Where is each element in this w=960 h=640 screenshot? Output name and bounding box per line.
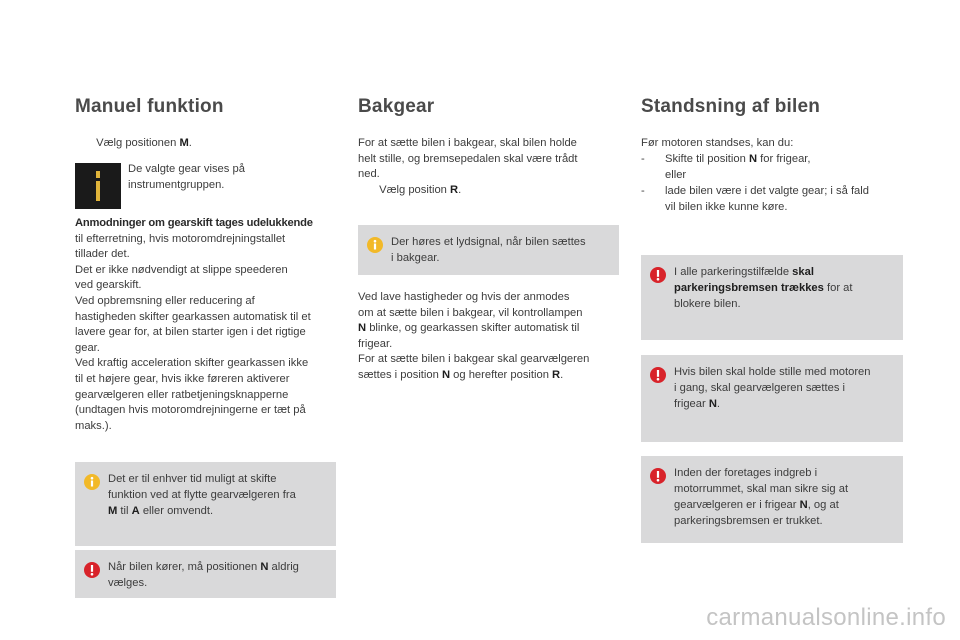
reverse-details: Ved lave hastigheder og hvis der anmodes om at sætte bilen i bakgear, vil kontrollampen N blinke, og gearkassen skifter automatisk til frigear. For at sætte bilen i bakgear skal gearvælgeren sættes i position N og herefter position R. (358, 291, 590, 381)
info-icon (84, 474, 100, 490)
warning-icon (650, 267, 666, 283)
info-box-switch-mode: Det er til enhver tid muligt at skifte funktion ved at flytte gearvælgeren fra M til A eller omvendt. (75, 462, 336, 546)
warning-icon (650, 468, 666, 484)
heading-manual-mode: Manuel funktion (75, 96, 224, 117)
step-select-m: Vælg positionen M. (96, 137, 192, 149)
watermark: carmanualsonline.info (706, 604, 946, 631)
gear-display-image (75, 163, 121, 209)
stopping-item-2: - lade bilen være i det valgte gear; i så fald vil bilen ikke kunne køre. (641, 185, 869, 213)
warning-icon (650, 367, 666, 383)
warning-box-parking-brake: I alle parkeringstilfælde skal parkeringsbremsen trækkes for at blokere bilen. (641, 255, 903, 340)
info-icon (367, 237, 383, 253)
warning-box-idle-neutral: Hvis bilen skal holde stille med motoren i gang, skal gearvælgeren sættes i frigear N. (641, 355, 903, 442)
warning-icon (84, 562, 100, 578)
gear-display-segment (96, 181, 100, 201)
stopping-intro: Før motoren standses, kan du: (641, 137, 794, 149)
heading-stopping: Standsning af bilen (641, 96, 821, 117)
gearshift-notes: Anmodninger om gearskift tages udelukkende til efterretning, hvis motoromdrejningstallet tillader det. Det er ikke nødvendigt at slippe speederen ved gearskift. Ved opbremsning eller reducering af hastigheden skifter gearkassen automatisk til et lavere gear for, at bilen starter igen i det rigtige gear. Ved kraftig acceleration skifter gearkassen ikke til et højere gear, hvis ikke føreren aktiverer gearvælgeren eller ratbetjeningsknapperne (undtagen hvis motoromdrejningerne er tæt på maks.). (75, 216, 337, 434)
gear-caption: De valgte gear vises på instrumentgruppen. (128, 163, 245, 191)
info-box-audio-signal: Der høres et lydsignal, når bilen sættes i bakgear. (358, 225, 619, 275)
heading-reverse: Bakgear (358, 96, 435, 117)
warning-box-neutral: Når bilen kører, må positionen N aldrig vælges. (75, 550, 336, 598)
note-title: Anmodninger om gearskift tages udelukkende (75, 217, 313, 229)
stopping-item-1: - Skifte til position N for frigear, eller (641, 153, 811, 181)
gear-display-segment (96, 171, 100, 178)
warning-box-engine-bay: Inden der foretages indgreb i motorrummet, skal man sikre sig at gearvælgeren er i frigear N, og at parkeringsbremsen er trukket. (641, 456, 903, 543)
reverse-intro: For at sætte bilen i bakgear, skal bilen holde helt stille, og bremsepedalen skal være trådt ned. Vælg position R. (358, 137, 578, 196)
